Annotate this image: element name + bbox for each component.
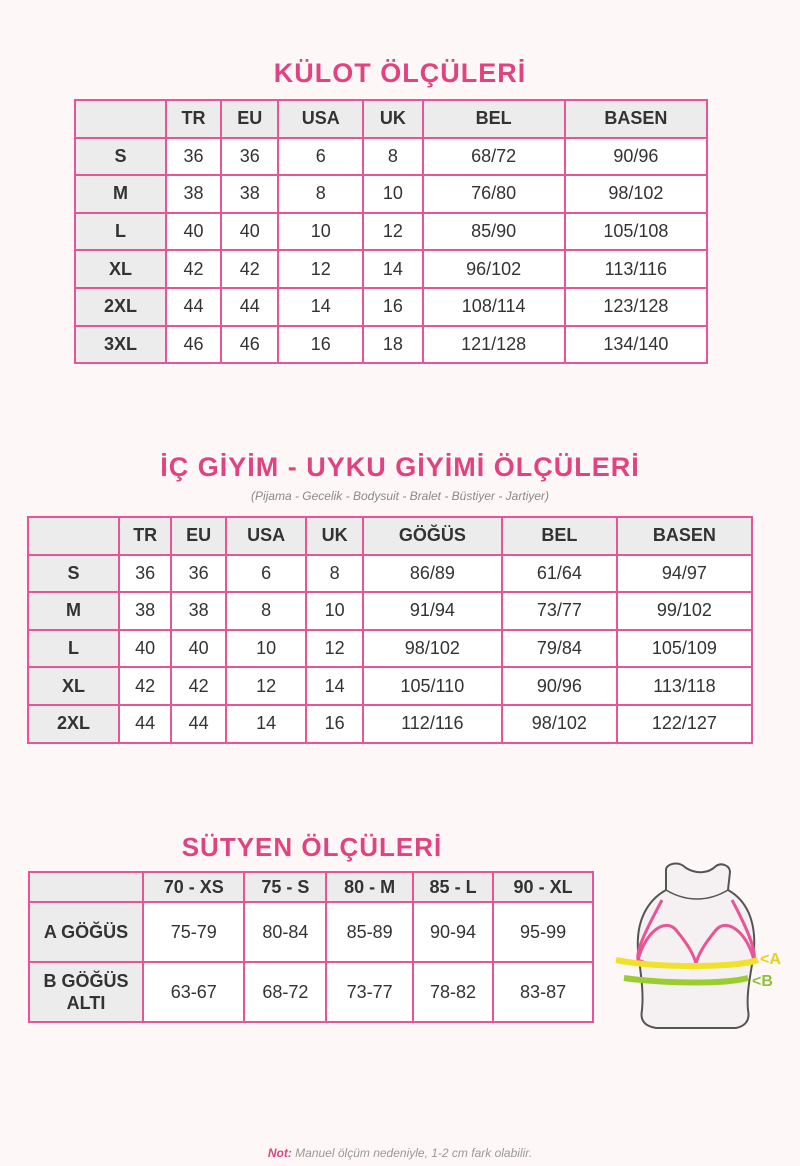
column-header: TR (119, 517, 171, 555)
table-row (28, 592, 752, 630)
table-cell: 90-94 (413, 902, 493, 962)
table-row (28, 705, 752, 743)
table-cell: 14 (226, 705, 307, 743)
table-cell: 6 (278, 138, 363, 176)
band-a-label: <A (760, 951, 781, 968)
table-row (75, 250, 707, 288)
table-cell: 14 (363, 250, 422, 288)
table-cell: 73/77 (502, 592, 617, 630)
table-cell: 44 (171, 705, 225, 743)
table-cell: 42 (119, 667, 171, 705)
table-cell: 36 (166, 138, 221, 176)
table-row (28, 555, 752, 593)
table-cell: 12 (226, 667, 307, 705)
table-cell: 134/140 (565, 326, 707, 364)
table-cell: 12 (306, 630, 362, 668)
table-cell: 10 (278, 213, 363, 251)
table-cell: 42 (221, 250, 278, 288)
band-b-label: <B (752, 973, 773, 990)
table-cell: 38 (171, 592, 225, 630)
table-cell: 14 (278, 288, 363, 326)
table-row (75, 175, 707, 213)
row-header: L (28, 630, 119, 668)
table-cell: 61/64 (502, 555, 617, 593)
table-cell: 40 (171, 630, 225, 668)
table-row (75, 213, 707, 251)
table-cell: 96/102 (423, 250, 565, 288)
table-cell: 38 (166, 175, 221, 213)
table-cell: 94/97 (617, 555, 752, 593)
table-cell: 44 (221, 288, 278, 326)
mannequin-bra-icon (596, 860, 800, 1040)
table-cell: 10 (226, 630, 307, 668)
table-cell: 6 (226, 555, 307, 593)
table-cell: 40 (166, 213, 221, 251)
table-cell: 46 (166, 326, 221, 364)
column-header: EU (171, 517, 225, 555)
table-cell: 105/110 (363, 667, 502, 705)
table-cell: 112/116 (363, 705, 502, 743)
column-header: 90 - XL (493, 872, 593, 902)
table-row (75, 138, 707, 176)
row-header: S (75, 138, 166, 176)
icgiyim-subtitle: (Pijama - Gecelik - Bodysuit - Bralet - Büstiyer - Jartiyer) (250, 489, 550, 503)
table-cell: 98/102 (565, 175, 707, 213)
table-cell: 40 (119, 630, 171, 668)
column-header: USA (226, 517, 307, 555)
corner-cell (29, 872, 143, 902)
table-cell: 16 (306, 705, 362, 743)
row-header: S (28, 555, 119, 593)
table-cell: 36 (171, 555, 225, 593)
table-row (75, 326, 707, 364)
row-header: XL (28, 667, 119, 705)
table-cell: 16 (278, 326, 363, 364)
table-cell: 12 (363, 213, 422, 251)
table-cell: 78-82 (413, 962, 493, 1022)
table-cell: 68-72 (244, 962, 326, 1022)
table-cell: 44 (119, 705, 171, 743)
table-cell: 108/114 (423, 288, 565, 326)
table-row (75, 288, 707, 326)
column-header: TR (166, 100, 221, 138)
kulot-size-table (74, 99, 708, 364)
row-header: B GÖĞÜS ALTI (29, 962, 143, 1022)
table-cell: 85-89 (326, 902, 413, 962)
table-cell: 76/80 (423, 175, 565, 213)
table-cell: 42 (166, 250, 221, 288)
table-cell: 80-84 (244, 902, 326, 962)
table-cell: 113/116 (565, 250, 707, 288)
table-cell: 18 (363, 326, 422, 364)
table-cell: 75-79 (143, 902, 244, 962)
row-header: M (75, 175, 166, 213)
table-cell: 113/118 (617, 667, 752, 705)
table-cell: 46 (221, 326, 278, 364)
table-cell: 38 (221, 175, 278, 213)
table-cell: 8 (363, 138, 422, 176)
column-header: 80 - M (326, 872, 413, 902)
column-header: USA (278, 100, 363, 138)
row-header: 2XL (75, 288, 166, 326)
icgiyim-size-table (27, 516, 753, 744)
column-header: UK (363, 100, 422, 138)
table-row (28, 630, 752, 668)
table-cell: 121/128 (423, 326, 565, 364)
table-cell: 12 (278, 250, 363, 288)
column-header: 75 - S (244, 872, 326, 902)
table-cell: 36 (221, 138, 278, 176)
note-text: Manuel ölçüm nedeniyle, 1-2 cm fark olabilir. (291, 1146, 533, 1160)
table-cell: 86/89 (363, 555, 502, 593)
measurement-note (0, 1146, 800, 1160)
note-prefix: Not: (267, 1146, 292, 1160)
column-header: 70 - XS (143, 872, 244, 902)
table-cell: 16 (363, 288, 422, 326)
table-cell: 8 (306, 555, 362, 593)
row-header: M (28, 592, 119, 630)
table-cell: 98/102 (502, 705, 617, 743)
table-cell: 79/84 (502, 630, 617, 668)
table-cell: 90/96 (565, 138, 707, 176)
row-header: 3XL (75, 326, 166, 364)
icgiyim-title: İÇ GİYİM - UYKU GİYİMİ ÖLÇÜLERİ (160, 452, 640, 482)
sutyen-title: SÜTYEN ÖLÇÜLERİ (181, 832, 443, 862)
table-cell: 14 (306, 667, 362, 705)
table-cell: 123/128 (565, 288, 707, 326)
column-header: BASEN (565, 100, 707, 138)
table-cell: 38 (119, 592, 171, 630)
kulot-title: KÜLOT ÖLÇÜLERİ (273, 58, 527, 88)
table-cell: 10 (306, 592, 362, 630)
table-cell: 98/102 (363, 630, 502, 668)
table-row (28, 667, 752, 705)
row-header: L (75, 213, 166, 251)
corner-cell (75, 100, 166, 138)
table-cell: 10 (363, 175, 422, 213)
column-header: GÖĞÜS (363, 517, 502, 555)
column-header: BASEN (617, 517, 752, 555)
table-cell: 63-67 (143, 962, 244, 1022)
table-cell: 90/96 (502, 667, 617, 705)
sutyen-size-table (28, 871, 594, 1023)
table-cell: 91/94 (363, 592, 502, 630)
table-cell: 122/127 (617, 705, 752, 743)
header-row (75, 100, 707, 138)
header-row (29, 872, 593, 902)
row-header: 2XL (28, 705, 119, 743)
table-cell: 8 (226, 592, 307, 630)
row-header: A GÖĞÜS (29, 902, 143, 962)
table-cell: 73-77 (326, 962, 413, 1022)
table-cell: 68/72 (423, 138, 565, 176)
column-header: BEL (502, 517, 617, 555)
corner-cell (28, 517, 119, 555)
table-cell: 105/109 (617, 630, 752, 668)
header-row (28, 517, 752, 555)
column-header: EU (221, 100, 278, 138)
table-cell: 85/90 (423, 213, 565, 251)
column-header: BEL (423, 100, 565, 138)
table-cell: 8 (278, 175, 363, 213)
table-row (29, 962, 593, 1022)
table-cell: 83-87 (493, 962, 593, 1022)
table-cell: 40 (221, 213, 278, 251)
row-header: XL (75, 250, 166, 288)
table-cell: 44 (166, 288, 221, 326)
column-header: 85 - L (413, 872, 493, 902)
table-row (29, 902, 593, 962)
table-cell: 36 (119, 555, 171, 593)
table-cell: 105/108 (565, 213, 707, 251)
table-cell: 42 (171, 667, 225, 705)
table-cell: 99/102 (617, 592, 752, 630)
column-header: UK (306, 517, 362, 555)
table-cell: 95-99 (493, 902, 593, 962)
